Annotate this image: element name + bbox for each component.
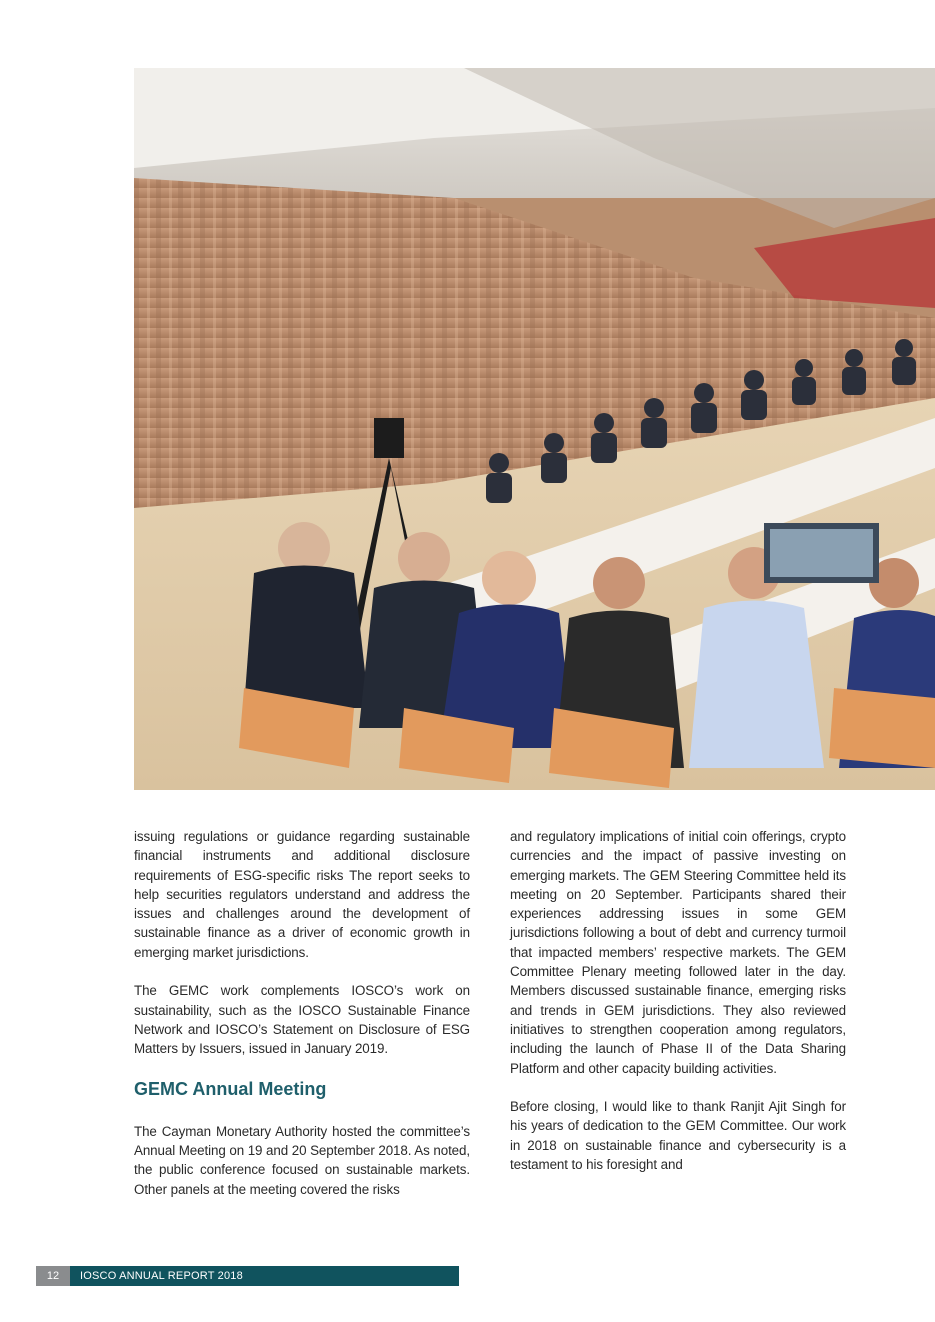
page-number: 12 [36, 1266, 70, 1286]
right-text-column [510, 827, 846, 1194]
section-heading: GEMC Annual Meeting [134, 1078, 327, 1099]
left-paragraph-3: The Cayman Monetary Authority hosted the committee’s Annual Meeting on 19 and 20 September 2018. As noted, the public conference focused on sustainable markets. Other panels at the meeting covered the risks [134, 1123, 470, 1197]
right-paragraph-1: and regulatory implications of initial coin offerings, crypto currencies and the impact of passive investing on emerging markets. The GEM Steering Committee held its meeting on 20 September. Participants shared their experiences addressing issues in some GEM jurisdictions following a bout of debt and currency turmoil that impacted members’ respective markets. The GEM Committee Plenary meeting followed later in the day. Members discussed sustainable finance, emerging risks and trends in GEM jurisdictions. They also reviewed initiatives to strengthen cooperation among regulators, including the launch of Phase II of the Data Sharing Platform and other capacity building activities. [510, 829, 846, 1076]
left-paragraph-2: The GEMC work complements IOSCO’s work on sustainability, such as the IOSCO Sustainable Finance Network and IOSCO’s Statement on Disclosure of ESG Matters by Issuers, issued in January 2019. [134, 983, 470, 1057]
meeting-hall-photo [134, 68, 935, 790]
report-title: IOSCO ANNUAL REPORT 2018 [70, 1266, 459, 1286]
left-text-column [134, 827, 470, 1218]
left-paragraph-1: issuing regulations or guidance regarding sustainable financial instruments and additional disclosure requirements of ESG-specific risks The report seeks to help securities regulators understand and address the issues and challenges around the development of sustainable finance as a driver of economic growth in emerging market jurisdictions. [134, 829, 470, 960]
page-footer [36, 1266, 459, 1286]
right-paragraph-2: Before closing, I would like to thank Ranjit Ajit Singh for his years of dedication to the GEM Committee. Our work in 2018 on sustainable finance and cybersecurity is a testament to his foresight and [510, 1099, 846, 1173]
